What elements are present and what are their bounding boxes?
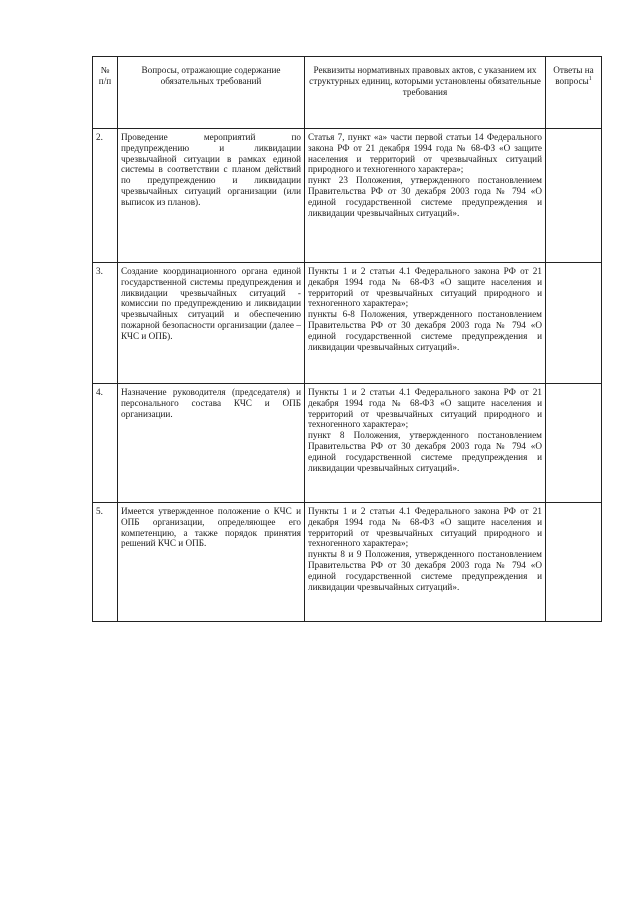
- requirement-reference: Пункты 1 и 2 статьи 4.1 Федерального закона РФ от 21 декабря 1994 года № 68-ФЗ «О защите населения и территорий от чрезвычайных ситуаций природного и техногенного характера»;: [308, 266, 542, 309]
- requirement-reference: пункты 6-8 Положения, утвержденного постановлением Правительства РФ от 30 декабря 2003 года № 794 «О единой государственной системе предупреждения и ликвидации чрезвычайных ситуаций».: [308, 309, 542, 352]
- row-requirements: [305, 384, 546, 503]
- header-answers-label: Ответы на вопросы: [553, 65, 594, 86]
- table-row: [93, 129, 602, 263]
- row-question: Назначение руководителя (председателя) и персонального состава КЧС и ОПБ организации.: [118, 384, 305, 503]
- row-answer-cell[interactable]: [546, 384, 602, 503]
- row-requirements: [305, 263, 546, 384]
- row-number: 4.: [93, 384, 118, 503]
- table-row: [93, 384, 602, 503]
- table-row: [93, 263, 602, 384]
- row-requirements: [305, 503, 546, 622]
- row-number: 3.: [93, 263, 118, 384]
- row-answer-cell[interactable]: [546, 503, 602, 622]
- header-requirements: Реквизиты нормативных правовых актов, с указанием их структурных единиц, которыми установлены обязательные требования: [305, 57, 546, 129]
- requirement-reference: Статья 7, пункт «а» части первой статьи 14 Федерального закона РФ от 21 декабря 1994 года № 68-ФЗ «О защите населения и территорий от чрезвычайных ситуаций природного и техногенного характера»;: [308, 132, 542, 175]
- requirement-reference: Пункты 1 и 2 статьи 4.1 Федерального закона РФ от 21 декабря 1994 года № 68-ФЗ «О защите населения и территорий от чрезвычайных ситуаций природного и техногенного характера»;: [308, 506, 542, 549]
- footnote-marker: 1: [588, 75, 592, 82]
- row-question: Создание координационного органа единой государственной системы предупреждения и ликвидации чрезвычайных ситуаций - комиссии по предупреждению и ликвидации чрезвычайных ситуаций и обеспечению пожарной безопасности организации (далее – КЧС и ОПБ).: [118, 263, 305, 384]
- header-question: Вопросы, отражающие содержание обязательных требований: [118, 57, 305, 129]
- header-answers: [546, 57, 602, 129]
- table-row: [93, 503, 602, 622]
- row-number: 2.: [93, 129, 118, 263]
- requirements-table: [92, 56, 602, 622]
- row-question: Имеется утвержденное положение о КЧС и ОПБ организации, определяющее его компетенцию, а также порядок принятия решений КЧС и ОПБ.: [118, 503, 305, 622]
- row-answer-cell[interactable]: [546, 129, 602, 263]
- row-number: 5.: [93, 503, 118, 622]
- table-header-row: [93, 57, 602, 129]
- requirement-reference: пункт 23 Положения, утвержденного постановлением Правительства РФ от 30 декабря 2003 года № 794 «О единой государственной системе предупреждения и ликвидации чрезвычайных ситуаций».: [308, 175, 542, 218]
- requirement-reference: пункт 8 Положения, утвержденного постановлением Правительства РФ от 30 декабря 2003 года № 794 «О единой государственной системе предупреждения и ликвидации чрезвычайных ситуаций».: [308, 430, 542, 473]
- row-answer-cell[interactable]: [546, 263, 602, 384]
- requirement-reference: Пункты 1 и 2 статьи 4.1 Федерального закона РФ от 21 декабря 1994 года № 68-ФЗ «О защите населения и территорий от чрезвычайных ситуаций природного и техногенного характера»;: [308, 387, 542, 430]
- header-number: № п/п: [93, 57, 118, 129]
- row-requirements: [305, 129, 546, 263]
- requirement-reference: пункты 8 и 9 Положения, утвержденного постановлением Правительства РФ от 30 декабря 2003 года № 794 «О единой государственной системе предупреждения и ликвидации чрезвычайных ситуаций».: [308, 549, 542, 592]
- row-question: Проведение мероприятий по предупреждению и ликвидации чрезвычайной ситуации в рамках единой системы в соответствии с планом действий по предупреждению и ликвидации чрезвычайных ситуаций организации (или выписок из планов).: [118, 129, 305, 263]
